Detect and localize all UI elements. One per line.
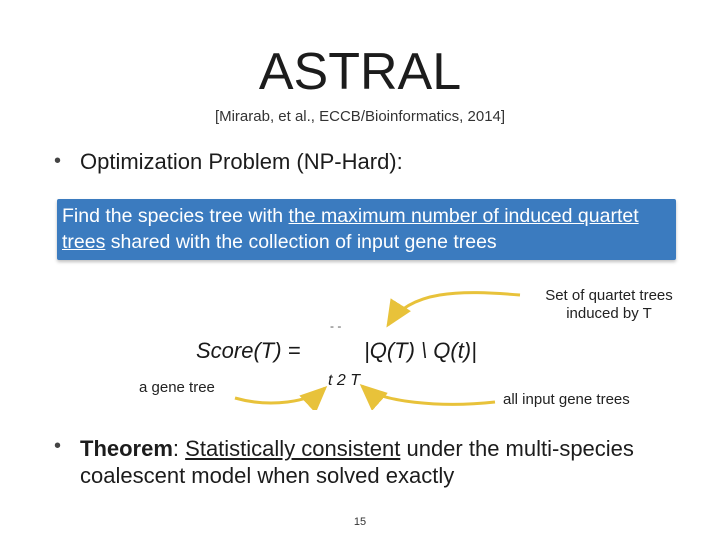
problem-statement	[62, 203, 674, 255]
theorem-rest: under the multi-species coalescent model when solved exactly	[80, 436, 634, 488]
slide-title: ASTRAL	[258, 43, 462, 101]
bullet-theorem	[80, 435, 680, 489]
bullet-dot: •	[54, 150, 62, 172]
label-quartet-set: Set of quartet trees induced by T	[545, 287, 673, 322]
formula-term: |Q(T) \ Q(t)|	[364, 338, 477, 363]
page-number: 15	[353, 516, 367, 528]
bullet-optimization: Optimization Problem (NP-Hard):	[80, 149, 403, 174]
bullet-dot: •	[54, 435, 62, 457]
arrow-quartet-set	[388, 293, 520, 325]
label-all-gene-trees: all input gene trees	[503, 391, 630, 408]
problem-text-1: Find the species tree with	[62, 205, 289, 227]
citation: [Mirarab, et al., ECCB/Bioinformatics, 2014]	[214, 108, 506, 125]
label-gene-tree: a gene tree	[139, 379, 215, 396]
formula-subscript: t 2 T	[328, 372, 361, 389]
theorem-colon: :	[172, 436, 186, 461]
sum-symbol: - -	[330, 319, 342, 333]
problem-text-underlined: the maximum number of induced quartet trees	[62, 205, 639, 253]
formula-lhs: Score(T) =	[196, 338, 301, 363]
arrow-gene-tree	[235, 388, 325, 403]
problem-text-2: shared with the collection of input gene trees	[105, 231, 497, 253]
arrow-all-genes	[362, 386, 495, 404]
theorem-underlined: Statistically consistent	[185, 436, 401, 461]
theorem-label: Theorem	[80, 436, 173, 461]
